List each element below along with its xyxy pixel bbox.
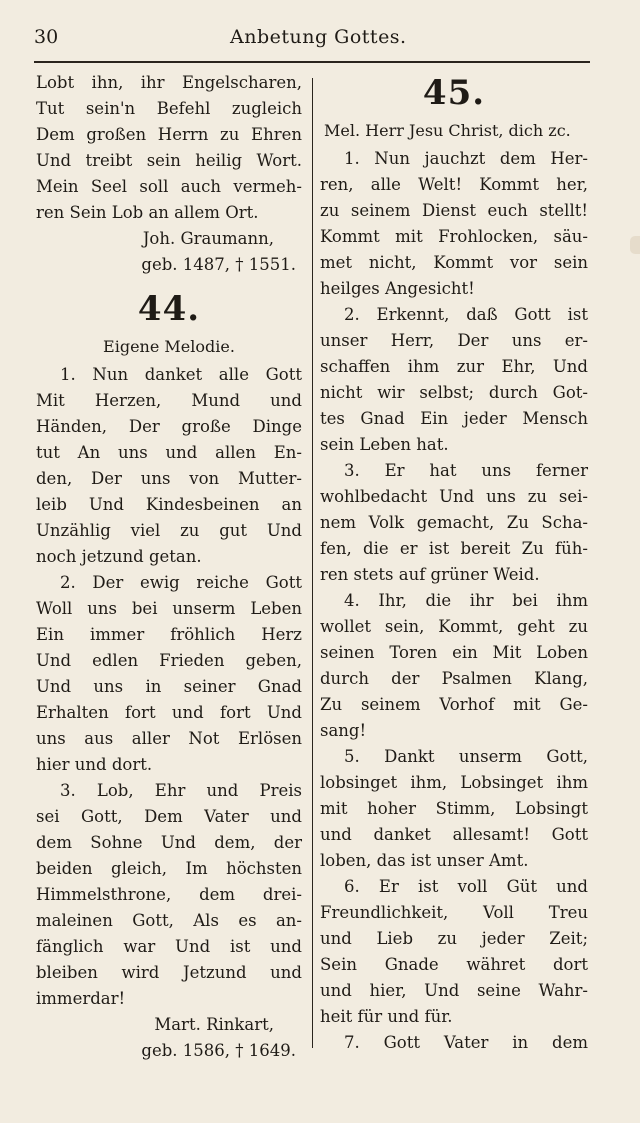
hymn-author-dates: geb. 1487, † 1551.: [141, 255, 296, 274]
verse-line: Und uns in seiner Gnad: [36, 677, 302, 696]
verse-line: unser Herr, Der uns er-: [320, 331, 588, 350]
verse-line: wohlbedacht Und uns zu sei-: [320, 487, 588, 506]
hymn-number: 44.: [137, 289, 201, 329]
verse-line: schaffen ihm zur Ehr, Und: [320, 357, 588, 376]
verse-line: tes Gnad Ein jeder Mensch: [320, 409, 588, 428]
verse-line: und danket allesamt! Gott: [320, 825, 588, 844]
verse-line: Und treibt sein heilig Wort.: [36, 151, 302, 170]
verse-line: Kommt mit Frohlocken, säu-: [320, 227, 588, 246]
verse-line: Unzählig viel zu gut Und: [36, 521, 302, 540]
verse-line: nem Volk gemacht, Zu Scha-: [320, 513, 588, 532]
hymn-author: Mart. Rinkart,: [154, 1015, 274, 1034]
verse-line: heilges Angesicht!: [320, 279, 475, 298]
verse-line: lobsinget ihm, Lobsinget ihm: [320, 773, 588, 792]
verse-line: den, Der uns von Mutter-: [36, 469, 302, 488]
column-divider: [312, 78, 313, 1048]
verse-line: 4. Ihr, die ihr bei ihm: [344, 591, 588, 610]
verse-line: fen, die er ist bereit Zu füh-: [320, 539, 588, 558]
verse-line: Freundlichkeit, Voll Treu: [320, 903, 588, 922]
verse-line: zu seinem Dienst euch stellt!: [320, 201, 588, 220]
verse-line: Dem großen Herrn zu Ehren: [36, 125, 302, 144]
verse-line: wollet sein, Kommt, geht zu: [320, 617, 588, 636]
verse-line: 7. Gott Vater in dem: [344, 1033, 588, 1052]
verse-line: ren Sein Lob an allem Ort.: [36, 203, 259, 222]
verse-line: Erhalten fort und fort Und: [36, 703, 302, 722]
verse-line: Himmelsthrone, dem drei-: [36, 885, 302, 904]
verse-line: Ein immer fröhlich Herz: [36, 625, 302, 644]
verse-line: beiden gleich, Im höchsten: [36, 859, 302, 878]
verse-line: Woll uns bei unserm Leben: [36, 599, 302, 618]
hymn-author-dates: geb. 1586, † 1649.: [141, 1041, 296, 1060]
verse-line: heit für und für.: [320, 1007, 453, 1026]
verse-line: 5. Dankt unserm Gott,: [344, 747, 588, 766]
page-edge-mark: [630, 236, 640, 254]
hymn-number: 45.: [422, 73, 486, 113]
hymn-melody: Mel. Herr Jesu Christ, dich zc.: [324, 121, 571, 140]
verse-line: und Lieb zu jeder Zeit;: [320, 929, 588, 948]
verse-line: sang!: [320, 721, 367, 740]
verse-line: nicht wir selbst; durch Got-: [320, 383, 588, 402]
verse-line: ren stets auf grüner Weid.: [320, 565, 540, 584]
verse-line: mit hoher Stimm, Lobsingt: [320, 799, 588, 818]
verse-line: 3. Lob, Ehr und Preis: [60, 781, 302, 800]
verse-line: Tut sein'n Befehl zugleich: [36, 99, 302, 118]
verse-line: 2. Der ewig reiche Gott: [60, 573, 302, 592]
verse-line: sein Leben hat.: [320, 435, 449, 454]
verse-line: und hier, Und seine Wahr-: [320, 981, 588, 1000]
page-number: 30: [34, 26, 59, 48]
verse-line: Und edlen Frieden geben,: [36, 651, 302, 670]
verse-line: bleiben wird Jetzund und: [36, 963, 302, 982]
verse-line: uns aus aller Not Erlösen: [36, 729, 302, 748]
verse-line: 1. Nun danket alle Gott: [60, 365, 302, 384]
verse-line: maleinen Gott, Als es an-: [36, 911, 302, 930]
running-title: Anbetung Gottes.: [230, 26, 407, 48]
verse-line: Mein Seel soll auch vermeh-: [36, 177, 302, 196]
verse-line: immerdar!: [36, 989, 126, 1008]
verse-line: leib Und Kindesbeinen an: [36, 495, 302, 514]
page-header: [34, 26, 590, 54]
verse-line: Sein Gnade währet dort: [320, 955, 588, 974]
verse-line: Zu seinem Vorhof mit Ge-: [320, 695, 588, 714]
verse-line: fänglich war Und ist und: [36, 937, 302, 956]
verse-line: dem Sohne Und dem, der: [36, 833, 302, 852]
verse-line: loben, das ist unser Amt.: [320, 851, 529, 870]
verse-line: 2. Erkennt, daß Gott ist: [344, 305, 588, 324]
verse-line: Lobt ihn, ihr Engelscharen,: [36, 73, 302, 92]
right-column: [320, 70, 588, 1056]
verse-line: noch jetzund getan.: [36, 547, 202, 566]
hymn-author: Joh. Graumann,: [142, 229, 274, 248]
verse-line: seinen Toren ein Mit Loben: [320, 643, 588, 662]
verse-line: 6. Er ist voll Güt und: [344, 877, 588, 896]
verse-line: sei Gott, Dem Vater und: [36, 807, 302, 826]
verse-line: Händen, Der große Dinge: [36, 417, 302, 436]
verse-line: durch der Psalmen Klang,: [320, 669, 588, 688]
verse-line: 1. Nun jauchzt dem Her-: [344, 149, 588, 168]
verse-line: ren, alle Welt! Kommt her,: [320, 175, 588, 194]
left-column: [36, 70, 302, 1064]
header-rule: [34, 61, 590, 63]
verse-line: hier und dort.: [36, 755, 153, 774]
verse-line: met nicht, Kommt vor sein: [320, 253, 588, 272]
verse-line: Mit Herzen, Mund und: [36, 391, 302, 410]
verse-line: tut An uns und allen En-: [36, 443, 302, 462]
verse-line: 3. Er hat uns ferner: [344, 461, 588, 480]
hymn-melody: Eigene Melodie.: [103, 337, 235, 356]
